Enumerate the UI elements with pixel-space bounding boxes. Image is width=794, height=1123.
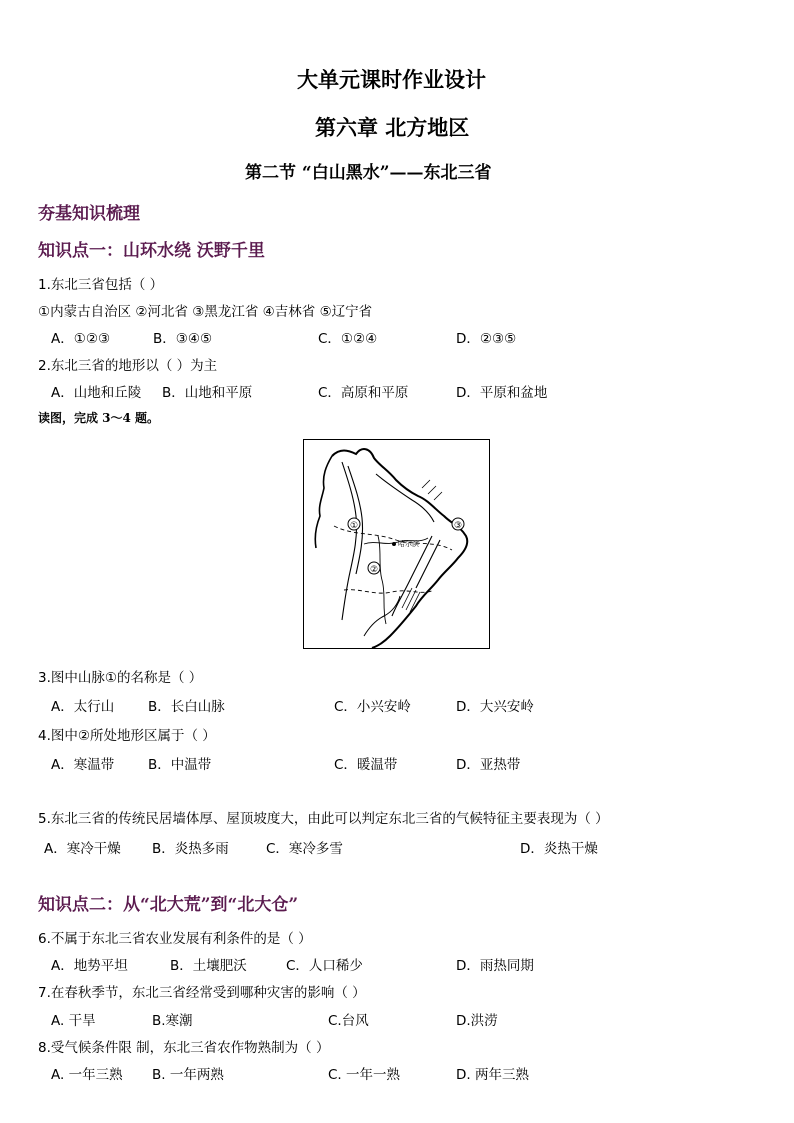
- question-7-option-b: B.寒潮: [152, 1013, 193, 1029]
- question-5-option-b: B．炎热多雨: [152, 841, 229, 857]
- question-8-option-d: D. 两年三熟: [456, 1067, 529, 1083]
- question-8-option-b: B. 一年两熟: [152, 1067, 224, 1083]
- knowledge-point-2-heading: 知识点二：从“北大荒”到“北大仓”: [38, 895, 299, 915]
- question-8-stem: 8.受气候条件限 制，东北三省农作物熟制为（ ）: [38, 1040, 330, 1056]
- question-2-stem: 2.东北三省的地形以（ ）为主: [38, 358, 218, 374]
- question-1-stem: 1.东北三省包括（ ）: [38, 277, 164, 293]
- question-4-option-b: B．中温带: [148, 757, 212, 773]
- question-8-option-c: C. 一年一熟: [328, 1067, 401, 1083]
- question-3-stem: 3.图中山脉①的名称是（ ）: [38, 670, 203, 686]
- question-3-option-d: D．大兴安岭: [456, 699, 534, 715]
- map-instruction: 读图，完成 3～4 题。: [38, 411, 160, 425]
- question-2-option-d: D．平原和盆地: [456, 385, 548, 401]
- question-6-option-d: D．雨热同期: [456, 958, 534, 974]
- map-label-2: ②: [369, 565, 379, 575]
- question-3-option-c: C．小兴安岭: [334, 699, 411, 715]
- question-1-items: ①内蒙古自治区 ②河北省 ③黑龙江省 ④吉林省 ⑤辽宁省: [38, 304, 373, 320]
- question-7-option-d: D.洪涝: [456, 1013, 498, 1029]
- question-4-option-a: A．寒温带: [51, 757, 115, 773]
- question-6-option-c: C．人口稀少: [286, 958, 363, 974]
- question-1-option-c: C．①②④: [318, 331, 378, 347]
- question-5-stem: 5.东北三省的传统民居墙体厚、屋顶坡度大，由此可以判定东北三省的气候特征主要表现为（ ）: [38, 811, 609, 827]
- question-5-option-c: C．寒冷多雪: [266, 841, 343, 857]
- question-3-option-a: A．太行山: [51, 699, 115, 715]
- question-7-option-a: A. 干旱: [51, 1013, 96, 1029]
- foundation-heading: 夯基知识梳理: [38, 204, 140, 224]
- question-1-option-d: D．②③⑤: [456, 331, 517, 347]
- main-title: 大单元课时作业设计: [297, 67, 486, 92]
- question-8-option-a: A. 一年三熟: [51, 1067, 123, 1083]
- question-7-stem: 7.在春秋季节，东北三省经常受到哪种灾害的影响（ ）: [38, 985, 366, 1001]
- chapter-title: 第六章 北方地区: [315, 115, 470, 140]
- question-6-option-a: A．地势平坦: [51, 958, 128, 974]
- knowledge-point-1-heading: 知识点一：山环水绕 沃野千里: [38, 241, 265, 261]
- question-1-option-a: A．①②③: [51, 331, 111, 347]
- question-2-option-a: A．山地和丘陵: [51, 385, 142, 401]
- section-title: 第二节 “白山黑水”——东北三省: [245, 163, 492, 183]
- harbin-city-dot: [392, 542, 396, 546]
- question-3-option-b: B．长白山脉: [148, 699, 225, 715]
- northeast-map-svg: [304, 440, 489, 648]
- question-2-option-b: B．山地和平原: [162, 385, 253, 401]
- question-5-option-a: A．寒冷干燥: [44, 841, 121, 857]
- question-4-option-c: C．暖温带: [334, 757, 398, 773]
- map-label-1: ①: [349, 521, 359, 531]
- question-7-option-c: C.台风: [328, 1013, 369, 1029]
- question-1-option-b: B．③④⑤: [153, 331, 213, 347]
- question-2-option-c: C．高原和平原: [318, 385, 409, 401]
- map-label-harbin: 哈尔滨: [398, 540, 419, 548]
- question-6-option-b: B．土壤肥沃: [170, 958, 247, 974]
- map-label-3: ③: [453, 521, 463, 531]
- question-5-option-d: D．炎热干燥: [520, 841, 598, 857]
- question-4-option-d: D．亚热带: [456, 757, 521, 773]
- northeast-map-figure: [303, 439, 490, 649]
- question-4-stem: 4.图中②所处地形区属于（ ）: [38, 728, 216, 744]
- question-6-stem: 6.不属于东北三省农业发展有利条件的是（ ）: [38, 931, 312, 947]
